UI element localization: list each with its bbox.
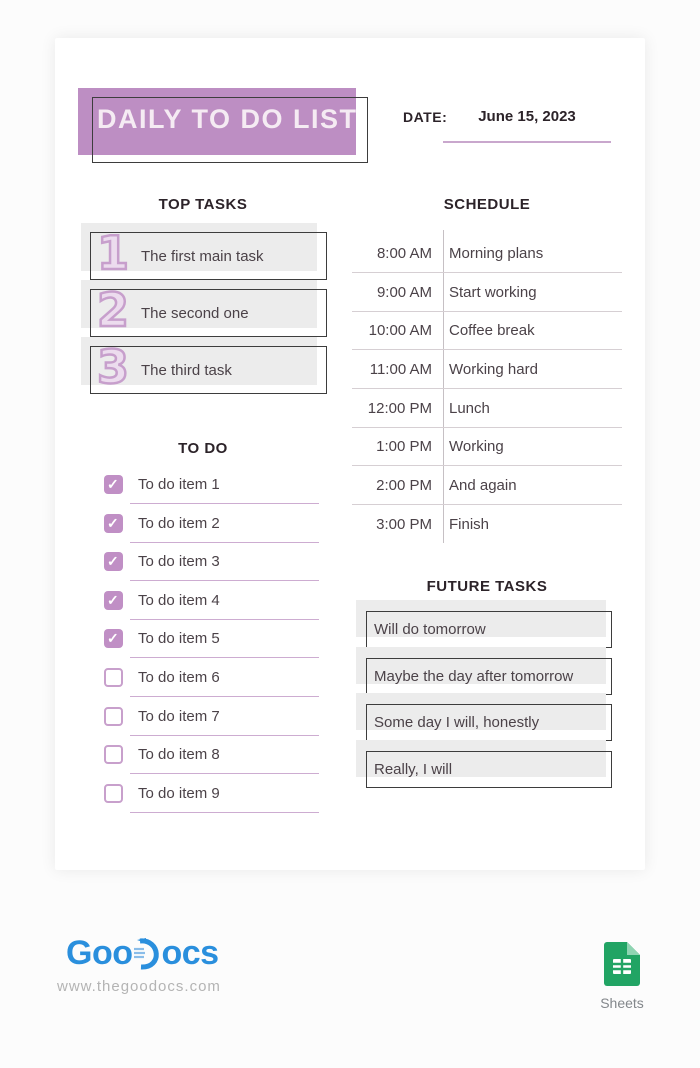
todo-row: [104, 474, 334, 508]
todo-underline: [130, 696, 319, 697]
schedule-row: [352, 361, 624, 379]
todo-row: [104, 628, 334, 662]
check-icon: ✓: [107, 476, 119, 492]
todo-checkbox[interactable]: [104, 629, 123, 648]
schedule-row-separator: [352, 465, 622, 466]
todo-label[interactable]: To do item 2: [138, 515, 220, 532]
todo-underline: [130, 503, 319, 504]
schedule-activity[interactable]: Working: [449, 438, 504, 455]
website-link[interactable]: www.thegoodocs.com: [57, 978, 221, 995]
todo-checkbox[interactable]: [104, 784, 123, 803]
todo-checkbox[interactable]: [104, 475, 123, 494]
schedule-heading: SCHEDULE: [443, 196, 531, 213]
todo-checkbox[interactable]: [104, 745, 123, 764]
schedule-activity[interactable]: Finish: [449, 516, 490, 533]
todo-underline: [130, 657, 319, 658]
schedule-row: [352, 322, 624, 340]
top-task-row[interactable]: [81, 223, 329, 283]
top-tasks-heading: TOP TASKS: [158, 196, 248, 213]
schedule-row-separator: [352, 504, 622, 505]
logo-text-ocs: ocs: [161, 934, 219, 972]
todo-label[interactable]: To do item 4: [138, 592, 220, 609]
document-page: [55, 38, 645, 870]
schedule-row: [352, 400, 624, 418]
todo-underline: [130, 773, 319, 774]
schedule-row: [352, 438, 624, 456]
todo-checkbox[interactable]: [104, 668, 123, 687]
schedule-activity[interactable]: And again: [449, 477, 517, 494]
schedule-activity[interactable]: Working hard: [449, 361, 538, 378]
todo-checkbox[interactable]: [104, 707, 123, 726]
schedule-row: [352, 516, 624, 534]
todo-underline: [130, 735, 319, 736]
future-task-row: [356, 647, 614, 697]
top-task-number: 3: [97, 340, 130, 394]
schedule-time: 12:00 PM: [367, 400, 432, 417]
schedule-time: 8:00 AM: [376, 245, 432, 262]
schedule-time: 3:00 PM: [376, 516, 432, 533]
todo-row: [104, 783, 334, 817]
top-task-row[interactable]: [81, 280, 329, 340]
schedule-row-separator: [352, 388, 622, 389]
date-value[interactable]: June 15, 2023: [478, 108, 576, 125]
todo-row: [104, 706, 334, 740]
goodocs-logo[interactable]: [66, 934, 219, 973]
top-task-text[interactable]: The first main task: [141, 248, 264, 265]
todo-label[interactable]: To do item 9: [138, 785, 220, 802]
top-task-text[interactable]: The second one: [141, 305, 249, 322]
todo-row: [104, 590, 334, 624]
top-task-row[interactable]: [81, 337, 329, 397]
schedule-row-separator: [352, 272, 622, 273]
schedule-activity[interactable]: Start working: [449, 284, 537, 301]
schedule-time: 11:00 AM: [369, 361, 432, 378]
schedule-divider: [443, 230, 444, 543]
future-task-row: [356, 600, 614, 650]
todo-label[interactable]: To do item 7: [138, 708, 220, 725]
future-task-row: [356, 740, 614, 790]
todo-row: [104, 551, 334, 585]
top-task-number: 1: [97, 226, 130, 280]
schedule-row-separator: [352, 427, 622, 428]
future-task-field[interactable]: Some day I will, honestly: [366, 704, 612, 741]
sheets-label: Sheets: [600, 995, 644, 1011]
google-sheets-badge: [600, 942, 644, 1011]
todo-label[interactable]: To do item 1: [138, 476, 220, 493]
todo-label[interactable]: To do item 8: [138, 746, 220, 763]
schedule-row: [352, 477, 624, 495]
schedule-row-separator: [352, 349, 622, 350]
schedule-row-separator: [352, 311, 622, 312]
check-icon: ✓: [107, 630, 119, 646]
sheets-icon: [604, 942, 640, 986]
todo-underline: [130, 812, 319, 813]
check-icon: ✓: [107, 515, 119, 531]
top-task-number: 2: [97, 283, 130, 337]
top-task-text[interactable]: The third task: [141, 362, 232, 379]
schedule-time: 2:00 PM: [376, 477, 432, 494]
future-tasks-heading: FUTURE TASKS: [426, 578, 548, 595]
logo-text-goo: Goo: [66, 934, 133, 972]
todo-checkbox[interactable]: [104, 591, 123, 610]
todo-label[interactable]: To do item 6: [138, 669, 220, 686]
future-task-field[interactable]: Will do tomorrow: [366, 611, 612, 648]
date-underline: [443, 141, 611, 143]
todo-underline: [130, 580, 319, 581]
schedule-activity[interactable]: Coffee break: [449, 322, 535, 339]
todo-heading: TO DO: [178, 440, 228, 457]
schedule-activity[interactable]: Lunch: [449, 400, 490, 417]
todo-checkbox[interactable]: [104, 552, 123, 571]
check-icon: ✓: [107, 553, 119, 569]
schedule-time: 1:00 PM: [376, 438, 432, 455]
future-task-field[interactable]: Really, I will: [366, 751, 612, 788]
todo-underline: [130, 542, 319, 543]
todo-label[interactable]: To do item 5: [138, 630, 220, 647]
goodocs-document-icon: [133, 937, 160, 971]
schedule-time: 9:00 AM: [376, 284, 432, 301]
todo-checkbox[interactable]: [104, 514, 123, 533]
check-icon: ✓: [107, 592, 119, 608]
todo-row: [104, 744, 334, 778]
todo-label[interactable]: To do item 3: [138, 553, 220, 570]
schedule-time: 10:00 AM: [368, 322, 432, 339]
future-task-field[interactable]: Maybe the day after tomorrow: [366, 658, 612, 695]
schedule-row: [352, 284, 624, 302]
todo-row: [104, 513, 334, 547]
schedule-row: [352, 245, 624, 263]
future-task-row: [356, 693, 614, 743]
schedule-activity[interactable]: Morning plans: [449, 245, 544, 262]
page-title: DAILY TO DO LIST: [97, 104, 358, 134]
todo-row: [104, 667, 334, 701]
todo-underline: [130, 619, 319, 620]
date-label: DATE:: [403, 109, 448, 125]
